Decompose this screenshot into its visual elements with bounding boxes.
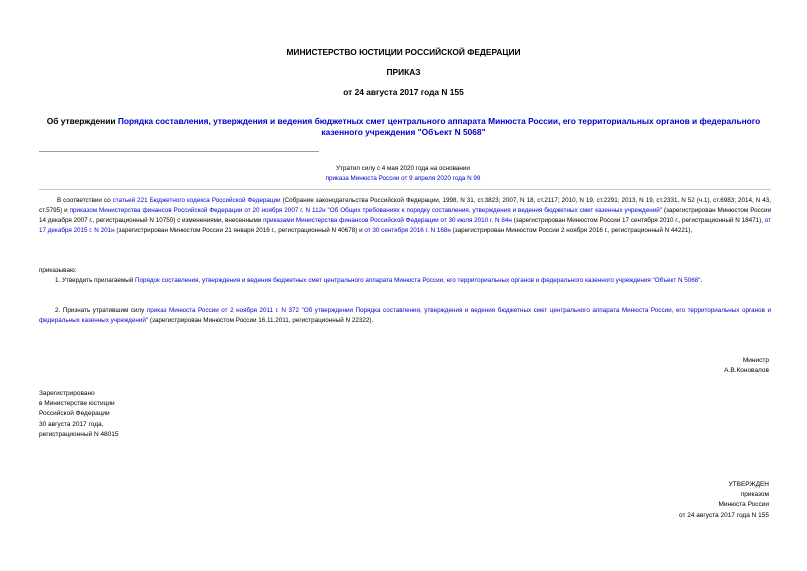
ministry-title: МИНИСТЕРСТВО ЮСТИЦИИ РОССИЙСКОЙ ФЕДЕРАЦИИ <box>286 47 521 57</box>
registration-line: Зарегистрировано <box>39 390 95 397</box>
order-date-number: от 24 августа 2017 года N 155 <box>343 87 464 97</box>
minfin-order-84n-link[interactable]: приказами Министерства финансов Российской Федерации от 30 июля 2010 г. N 84н <box>263 217 512 224</box>
preamble-text-5: (зарегистрирован Минюстом России 21 января 2016 г., регистрационный N 40678) и <box>114 227 365 234</box>
registration-line: Российской Федерации <box>39 410 110 418</box>
preamble-text-4: (зарегистрирован Минюстом России 17 сентября 2010 г., регистрационный N 18471), <box>511 217 765 224</box>
minfin-order-201n-link[interactable]: от 17 декабря 2015 г. N 201н <box>39 217 771 234</box>
registration-block <box>39 389 119 440</box>
item2-text-2: (зарегистрирован Минюстом России 16.11.2011, регистрационный N 22322). <box>148 317 374 324</box>
order-item-2 <box>39 306 771 326</box>
subject-prefix: Об утверждении <box>46 116 118 126</box>
item2-text-1: 2. Признать утратившим силу <box>55 307 147 314</box>
subject-procedure-link[interactable]: Порядка составления, утверждения и ведения бюджетных смет центрального аппарата Минюста России, его территориальных органов и федерального казенного учреждения "Объект N 5068" <box>117 116 761 137</box>
revoked-order-372-link[interactable]: приказ Минюста России от 2 ноября 2011 г. N 372 "Об утверждении Порядка составления, утверждения и ведения бюджетных смет центрального аппарата Минюста России, его территориальных органов и федеральных казенных учреждений" <box>39 307 771 324</box>
registration-line: в Министерстве юстиции <box>39 400 115 408</box>
registration-line: регистрационный N 48015 <box>39 430 119 438</box>
minfin-order-112n-link[interactable]: приказом Министерства финансов Российской Федерации от 20 ноября 2007 г. N 112н "Об Общих требованиях к порядку составления, утверждения и ведения бюджетных смет казенных учреждений" <box>69 207 662 214</box>
minfin-order-168n-link[interactable]: от 30 сентября 2016 г. N 168н <box>364 227 451 234</box>
lost-force-text: Утратил силу с 4 мая 2020 года на основании <box>336 165 470 172</box>
preamble-paragraph <box>39 196 771 236</box>
item1-text-2: . <box>700 277 703 284</box>
order-item-1 <box>39 276 771 286</box>
approved-procedure-link[interactable]: Порядок составления, утверждения и ведения бюджетных смет центрального аппарата Минюста России, его территориальных органов и федерального казенного учреждения "Объект N 5068" <box>135 277 701 284</box>
approval-line: УТВЕРЖДЕН <box>728 481 769 488</box>
order-subject <box>44 116 763 138</box>
budget-code-article-link[interactable]: статьей 221 Бюджетного кодекса Российской Федерации <box>112 197 281 204</box>
lost-force-basis-link[interactable]: приказа Минюста России от 9 апреля 2020 года N 99 <box>325 175 481 182</box>
preamble-text-2: (Собрание законодательства Российской Федерации, 1998, N 31, ст.3823; 2007, N 18, ст.2117; 2010, N 19, ст.2291; 2013, N 19, ст.2331, N 52 (ч.1), ст.6983; 2014, N 43, ст.5795) и <box>39 197 771 214</box>
approval-line: от 24 августа 2017 года N 155 <box>678 511 769 519</box>
approval-line: Минюста России <box>718 501 769 509</box>
approval-block <box>679 480 769 521</box>
item1-text-1: 1. Утвердить прилагаемый <box>55 277 136 284</box>
lost-force-notice <box>210 164 596 184</box>
preamble-text-3: (зарегистрирован Минюстом России 14 декабря 2007 г., регистрационный N 10750) с изменениями, внесенными <box>39 207 771 224</box>
registration-line: 30 августа 2017 года, <box>39 420 104 428</box>
orders-word: приказываю: <box>39 267 77 274</box>
minister-name: А.В.Коновалов <box>724 367 769 374</box>
minister-title: Министр <box>742 357 769 364</box>
separator-short <box>39 151 319 152</box>
preamble-text-6: (зарегистрирован Минюстом России 2 ноября 2016 г., регистрационный N 44221), <box>450 227 693 234</box>
document-type: ПРИКАЗ <box>386 67 421 77</box>
separator-long <box>39 189 771 190</box>
approval-line: приказом <box>740 491 769 499</box>
preamble-text-1: В соответствии со <box>57 197 113 204</box>
